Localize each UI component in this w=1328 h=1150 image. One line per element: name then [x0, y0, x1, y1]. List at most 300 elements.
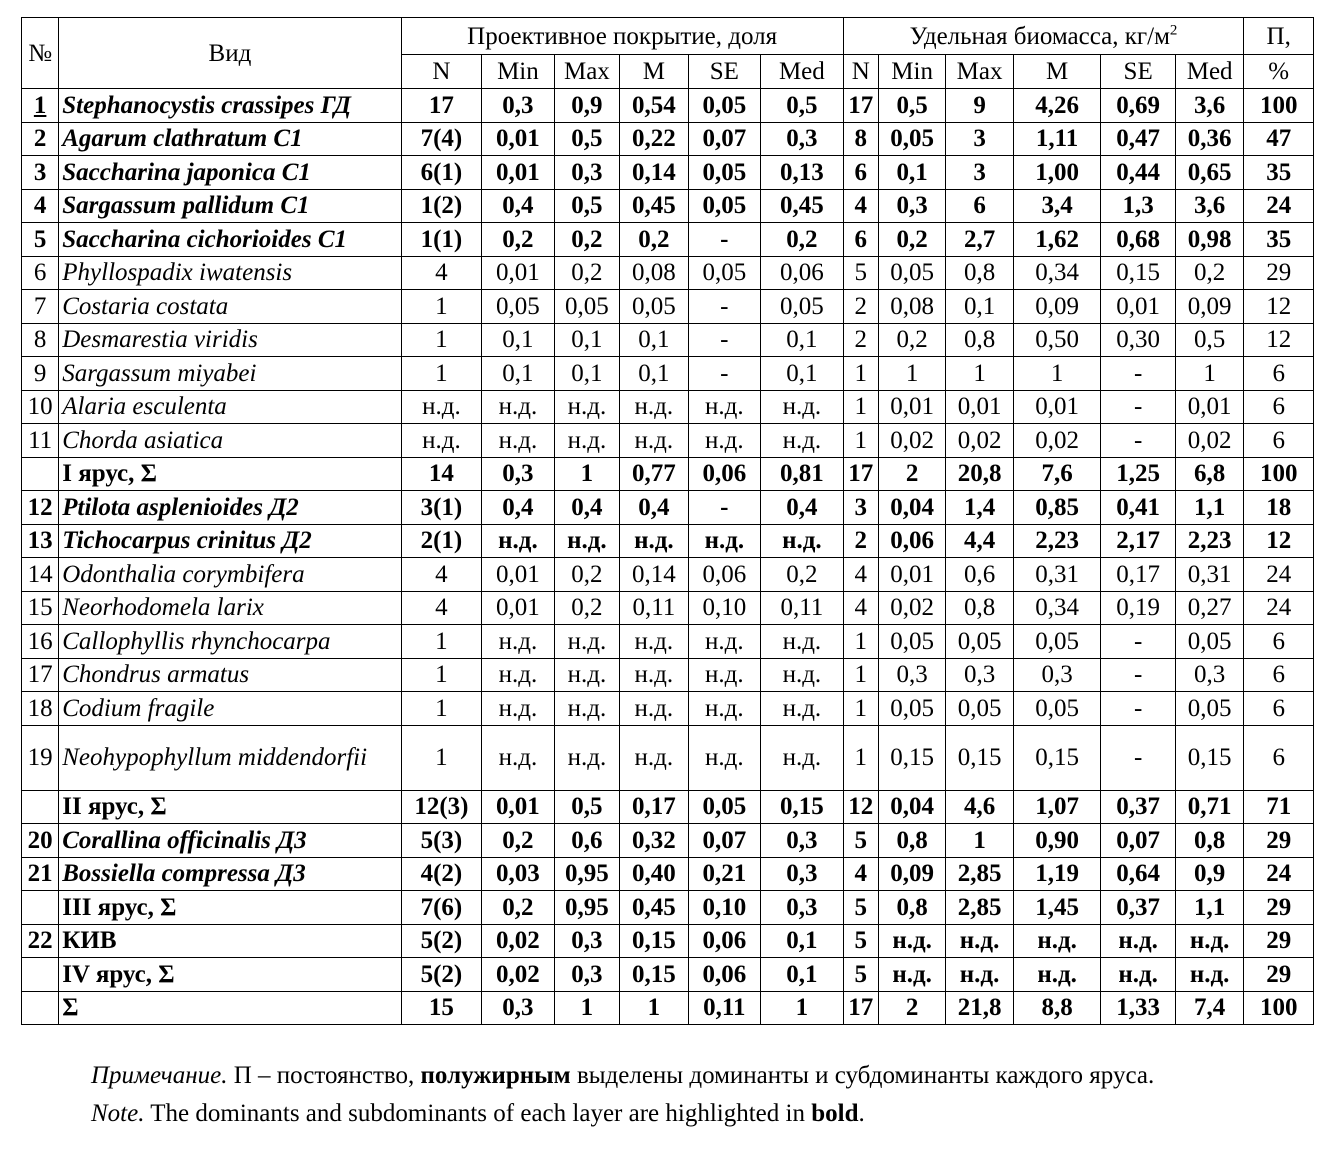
data-cell: 0,01	[1175, 390, 1244, 424]
data-cell: 0,9	[1175, 857, 1244, 891]
data-cell: 0,05	[554, 290, 619, 324]
data-cell: 12	[1244, 524, 1314, 558]
data-cell: 5	[843, 958, 878, 992]
data-cell: 0,05	[1175, 692, 1244, 726]
total-row	[22, 790, 1314, 824]
data-cell: 2	[843, 323, 878, 357]
data-cell: 0,01	[1013, 390, 1101, 424]
data-cell: 5	[843, 924, 878, 958]
data-cell: 1	[401, 625, 482, 659]
table-row	[22, 223, 1314, 257]
data-cell: 1	[878, 357, 945, 391]
data-cell: -	[1101, 625, 1176, 659]
data-cell: 0,36	[1175, 122, 1244, 156]
data-cell: 0,02	[878, 591, 945, 625]
data-cell: 1,00	[1013, 156, 1101, 190]
data-cell: 0,13	[761, 156, 844, 190]
table-row	[22, 658, 1314, 692]
data-cell: 0,2	[482, 824, 555, 858]
data-cell: 0,10	[688, 591, 761, 625]
data-cell: 3	[946, 156, 1013, 190]
data-cell: 2,85	[946, 891, 1013, 925]
row-number	[22, 658, 59, 692]
data-cell: 0,2	[554, 223, 619, 257]
data-cell: 6,8	[1175, 457, 1244, 491]
data-cell: 5(3)	[401, 824, 482, 858]
species-name: Neohypophyllum middendorfii	[59, 725, 401, 790]
data-cell: 0,8	[878, 891, 945, 925]
table-row	[22, 290, 1314, 324]
data-cell: 0,5	[1175, 323, 1244, 357]
data-cell: 24	[1244, 189, 1314, 223]
biomass-col-header: Min	[878, 55, 945, 89]
data-cell: н.д.	[620, 692, 688, 726]
data-cell: 35	[1244, 223, 1314, 257]
row-number	[22, 958, 59, 992]
data-cell: 1	[761, 991, 844, 1025]
data-cell: н.д.	[482, 524, 555, 558]
species-name: Saccharina cichorioides С1	[59, 223, 401, 257]
row-number	[22, 457, 59, 491]
data-cell: 6	[843, 223, 878, 257]
data-cell: 0,06	[688, 457, 761, 491]
data-cell: н.д.	[688, 692, 761, 726]
data-cell: н.д.	[761, 390, 844, 424]
data-cell: 0,64	[1101, 857, 1176, 891]
table-row	[22, 189, 1314, 223]
data-cell: 1(1)	[401, 223, 482, 257]
data-cell: н.д.	[1013, 924, 1101, 958]
data-cell: 0,2	[554, 591, 619, 625]
row-number-text: 13	[27, 527, 53, 555]
species-name: Phyllospadix iwatensis	[59, 256, 401, 290]
data-cell: 0,06	[878, 524, 945, 558]
row-number	[22, 290, 59, 324]
data-cell: 0,3	[761, 824, 844, 858]
data-cell: 2	[878, 457, 945, 491]
data-cell: 12	[1244, 290, 1314, 324]
data-cell: 0,2	[761, 223, 844, 257]
data-cell: н.д.	[554, 390, 619, 424]
data-cell: 0,1	[620, 323, 688, 357]
data-cell: 0,3	[482, 89, 555, 123]
data-cell: 0,41	[1101, 491, 1176, 525]
constancy-header-bottom: %	[1244, 55, 1314, 89]
data-cell: 6	[1244, 625, 1314, 659]
data-cell: 4	[843, 591, 878, 625]
data-cell: -	[1101, 390, 1176, 424]
row-number	[22, 256, 59, 290]
data-cell: 0,3	[482, 457, 555, 491]
data-cell: 4	[843, 189, 878, 223]
data-cell: 0,3	[761, 122, 844, 156]
data-cell: 0,77	[620, 457, 688, 491]
data-cell: 0,05	[878, 256, 945, 290]
row-number	[22, 357, 59, 391]
data-cell: 0,30	[1101, 323, 1176, 357]
data-cell: 0,85	[1013, 491, 1101, 525]
data-cell: 4	[843, 857, 878, 891]
data-cell: 6	[1244, 658, 1314, 692]
table-row	[22, 625, 1314, 659]
biomass-col-header: N	[843, 55, 878, 89]
data-cell: 3,4	[1013, 189, 1101, 223]
row-number	[22, 491, 59, 525]
data-cell: 0,05	[1175, 625, 1244, 659]
data-cell: 0,98	[1175, 223, 1244, 257]
species-name: Tichocarpus crinitus Д2	[59, 524, 401, 558]
data-cell: 0,2	[878, 223, 945, 257]
row-number	[22, 156, 59, 190]
data-cell: 0,22	[620, 122, 688, 156]
biomass-group-header	[843, 18, 1244, 55]
data-cell: 0,01	[482, 591, 555, 625]
data-cell: н.д.	[761, 524, 844, 558]
data-cell: -	[688, 323, 761, 357]
cover-col-header: N	[401, 55, 482, 89]
row-number-text: 7	[33, 292, 47, 320]
data-cell: 0,44	[1101, 156, 1176, 190]
total-row	[22, 891, 1314, 925]
data-cell: 29	[1244, 824, 1314, 858]
data-cell: 0,3	[554, 924, 619, 958]
data-cell: -	[1101, 692, 1176, 726]
row-number-text: 17	[27, 661, 53, 689]
data-cell: 2,17	[1101, 524, 1176, 558]
data-cell: 0,05	[946, 625, 1013, 659]
note-en-text1: The dominants and subdominants of each layer are highlighted in	[144, 1100, 812, 1127]
data-cell: -	[1101, 424, 1176, 458]
data-cell: н.д.	[620, 390, 688, 424]
data-cell: 1	[401, 323, 482, 357]
data-cell: 5(2)	[401, 924, 482, 958]
data-cell: 0,1	[554, 323, 619, 357]
data-cell: н.д.	[761, 625, 844, 659]
total-row	[22, 991, 1314, 1025]
species-name: Odonthalia corymbifera	[59, 558, 401, 592]
data-cell: 0,06	[688, 558, 761, 592]
data-cell: н.д.	[688, 390, 761, 424]
data-cell: 0,01	[878, 558, 945, 592]
data-cell: 1	[554, 457, 619, 491]
data-cell: 0,27	[1175, 591, 1244, 625]
data-cell: 0,5	[554, 790, 619, 824]
row-number	[22, 89, 59, 123]
data-cell: 24	[1244, 591, 1314, 625]
data-cell: 0,2	[554, 256, 619, 290]
row-number	[22, 323, 59, 357]
row-number	[22, 692, 59, 726]
data-cell: 21,8	[946, 991, 1013, 1025]
data-cell: 2	[843, 524, 878, 558]
layer-total-label: Σ	[59, 991, 401, 1025]
data-cell: 0,54	[620, 89, 688, 123]
data-cell: 0,01	[482, 256, 555, 290]
data-cell: 17	[843, 991, 878, 1025]
data-cell: 1	[843, 725, 878, 790]
row-number-text: 11	[28, 426, 53, 454]
data-cell: 0,2	[482, 891, 555, 925]
data-cell: 0,09	[878, 857, 945, 891]
species-name: Ptilota asplenioides Д2	[59, 491, 401, 525]
data-cell: 1,3	[1101, 189, 1176, 223]
data-cell: 0,02	[482, 958, 555, 992]
data-cell: 0,1	[620, 357, 688, 391]
data-cell: 0,07	[688, 824, 761, 858]
data-cell: 0,15	[620, 924, 688, 958]
data-cell: 0,09	[1175, 290, 1244, 324]
data-cell: н.д.	[946, 958, 1013, 992]
data-cell: -	[688, 290, 761, 324]
note-english	[91, 1099, 865, 1129]
table-row	[22, 357, 1314, 391]
data-cell: 0,2	[482, 223, 555, 257]
data-cell: н.д.	[401, 424, 482, 458]
data-cell: 1,07	[1013, 790, 1101, 824]
data-cell: 0,8	[946, 323, 1013, 357]
data-cell: н.д.	[1101, 958, 1176, 992]
data-cell: 1,25	[1101, 457, 1176, 491]
data-cell: 0,02	[1175, 424, 1244, 458]
table-row	[22, 491, 1314, 525]
table-row	[22, 725, 1314, 790]
data-cell: 0,2	[554, 558, 619, 592]
row-number-text: 16	[27, 627, 53, 655]
data-cell: 0,15	[878, 725, 945, 790]
data-cell: 0,3	[878, 189, 945, 223]
data-cell: 0,45	[620, 891, 688, 925]
data-cell: 4,26	[1013, 89, 1101, 123]
data-cell: 12	[1244, 323, 1314, 357]
note-russian	[91, 1061, 1154, 1091]
data-cell: 1	[843, 390, 878, 424]
data-cell: 8	[843, 122, 878, 156]
row-number	[22, 122, 59, 156]
biomass-group-label: Удельная биомасса, кг/м	[909, 22, 1170, 50]
data-cell: 0,05	[688, 790, 761, 824]
data-cell: н.д.	[620, 424, 688, 458]
data-cell: 0,15	[946, 725, 1013, 790]
row-number	[22, 924, 59, 958]
data-cell: 0,3	[878, 658, 945, 692]
data-cell: 6	[1244, 357, 1314, 391]
data-cell: 8,8	[1013, 991, 1101, 1025]
data-cell: н.д.	[620, 725, 688, 790]
data-cell: н.д.	[688, 625, 761, 659]
data-cell: 1	[401, 725, 482, 790]
data-cell: 0,1	[482, 323, 555, 357]
data-cell: 1	[1175, 357, 1244, 391]
biomass-unit-exponent: 2	[1169, 22, 1178, 39]
data-cell: н.д.	[878, 924, 945, 958]
species-name: Stephanocystis crassipes ГД	[59, 89, 401, 123]
data-cell: 0,01	[482, 122, 555, 156]
data-cell: 0,95	[554, 891, 619, 925]
species-name: Costaria costata	[59, 290, 401, 324]
data-cell: 0,2	[878, 323, 945, 357]
data-cell: 0,11	[688, 991, 761, 1025]
cover-col-header: Med	[761, 55, 844, 89]
row-number-text: 10	[27, 393, 53, 421]
data-cell: 0,19	[1101, 591, 1176, 625]
data-cell: н.д.	[761, 725, 844, 790]
data-cell: 1(2)	[401, 189, 482, 223]
data-cell: 0,08	[620, 256, 688, 290]
data-cell: 1,45	[1013, 891, 1101, 925]
data-cell: 0,07	[688, 122, 761, 156]
layer-total-label: I ярус, Σ	[59, 457, 401, 491]
row-number-text: 3	[33, 158, 47, 186]
row-number-text: 19	[27, 744, 53, 771]
table-row	[22, 524, 1314, 558]
data-cell: н.д.	[688, 424, 761, 458]
table-row	[22, 89, 1314, 123]
data-cell: 0,50	[1013, 323, 1101, 357]
species-name: КИВ	[59, 924, 401, 958]
row-number	[22, 991, 59, 1025]
data-cell: 0,05	[761, 290, 844, 324]
data-cell: 7,4	[1175, 991, 1244, 1025]
data-cell: 0,05	[620, 290, 688, 324]
data-cell: 2,23	[1175, 524, 1244, 558]
layer-total-label: III ярус, Σ	[59, 891, 401, 925]
data-cell: 6	[1244, 424, 1314, 458]
data-cell: 0,1	[761, 924, 844, 958]
species-name: Sargassum miyabei	[59, 357, 401, 391]
table-row	[22, 323, 1314, 357]
data-cell: 0,14	[620, 156, 688, 190]
data-cell: 1	[946, 357, 1013, 391]
data-cell: 0,05	[688, 256, 761, 290]
constancy-header-top: П,	[1244, 18, 1314, 55]
data-cell: 0,40	[620, 857, 688, 891]
data-cell: 6	[843, 156, 878, 190]
data-cell: 17	[401, 89, 482, 123]
data-cell: 0,6	[554, 824, 619, 858]
row-number	[22, 390, 59, 424]
data-cell: 0,21	[688, 857, 761, 891]
table-row	[22, 924, 1314, 958]
data-cell: 0,8	[946, 591, 1013, 625]
data-cell: 6	[946, 189, 1013, 223]
data-cell: 0,31	[1175, 558, 1244, 592]
data-cell: 4	[401, 256, 482, 290]
data-cell: 17	[843, 89, 878, 123]
data-cell: н.д.	[1175, 958, 1244, 992]
data-cell: 0,3	[482, 991, 555, 1025]
table-row	[22, 824, 1314, 858]
data-cell: 29	[1244, 256, 1314, 290]
row-number-text: 18	[27, 694, 53, 722]
data-cell: н.д.	[554, 524, 619, 558]
data-cell: 0,02	[878, 424, 945, 458]
data-cell: 0,8	[1175, 824, 1244, 858]
data-cell: 0,06	[688, 958, 761, 992]
data-cell: 0,9	[554, 89, 619, 123]
data-cell: -	[688, 491, 761, 525]
data-cell: 0,1	[946, 290, 1013, 324]
species-name: Neorhodomela larix	[59, 591, 401, 625]
data-cell: 1,1	[1175, 491, 1244, 525]
row-number-text: 22	[27, 927, 53, 955]
data-cell: 1,1	[1175, 891, 1244, 925]
data-cell: 0,11	[761, 591, 844, 625]
data-cell: 1	[401, 692, 482, 726]
data-cell: 4	[843, 558, 878, 592]
data-cell: н.д.	[688, 658, 761, 692]
data-cell: н.д.	[482, 424, 555, 458]
data-cell: 1	[1013, 357, 1101, 391]
data-cell: 2	[878, 991, 945, 1025]
data-cell: 0,3	[761, 857, 844, 891]
species-name: Chorda asiatica	[59, 424, 401, 458]
data-cell: н.д.	[1013, 958, 1101, 992]
data-cell: н.д.	[554, 424, 619, 458]
row-number-text: 8	[33, 326, 47, 354]
species-name: Corallina officinalis Д3	[59, 824, 401, 858]
data-cell: 0,4	[554, 491, 619, 525]
table-row	[22, 591, 1314, 625]
row-number	[22, 824, 59, 858]
data-cell: 6(1)	[401, 156, 482, 190]
data-cell: 24	[1244, 857, 1314, 891]
cover-col-header: SE	[688, 55, 761, 89]
note-ru-text2: выделены доминанты и субдоминанты каждого яруса.	[570, 1062, 1155, 1089]
data-cell: -	[1101, 725, 1176, 790]
data-cell: 12(3)	[401, 790, 482, 824]
header-row-1	[22, 18, 1314, 55]
data-cell: 6	[1244, 692, 1314, 726]
data-cell: 5	[843, 824, 878, 858]
data-cell: 100	[1244, 89, 1314, 123]
row-number-text: 15	[27, 594, 53, 622]
data-cell: 0,47	[1101, 122, 1176, 156]
data-cell: н.д.	[554, 725, 619, 790]
data-cell: 0,90	[1013, 824, 1101, 858]
data-cell: н.д.	[878, 958, 945, 992]
data-cell: 100	[1244, 991, 1314, 1025]
data-cell: н.д.	[482, 625, 555, 659]
table-row	[22, 857, 1314, 891]
data-cell: 2(1)	[401, 524, 482, 558]
data-cell: 1	[401, 658, 482, 692]
data-cell: 0,15	[761, 790, 844, 824]
data-cell: 0,10	[688, 891, 761, 925]
note-en-text2: .	[858, 1100, 865, 1127]
data-cell: 3,6	[1175, 189, 1244, 223]
table-row	[22, 558, 1314, 592]
data-cell: 0,34	[1013, 256, 1101, 290]
data-cell: 12	[843, 790, 878, 824]
cover-col-header: M	[620, 55, 688, 89]
data-cell: 7,6	[1013, 457, 1101, 491]
data-cell: 0,01	[482, 156, 555, 190]
data-cell: 1,11	[1013, 122, 1101, 156]
data-cell: 0,06	[761, 256, 844, 290]
data-cell: 1	[620, 991, 688, 1025]
data-cell: 7(6)	[401, 891, 482, 925]
data-cell: 0,34	[1013, 591, 1101, 625]
table-row	[22, 256, 1314, 290]
data-cell: 100	[1244, 457, 1314, 491]
data-cell: н.д.	[620, 625, 688, 659]
data-cell: -	[1101, 658, 1176, 692]
data-cell: 1,62	[1013, 223, 1101, 257]
data-cell: 1	[843, 692, 878, 726]
row-number	[22, 558, 59, 592]
data-cell: 0,01	[482, 558, 555, 592]
data-cell: н.д.	[761, 424, 844, 458]
